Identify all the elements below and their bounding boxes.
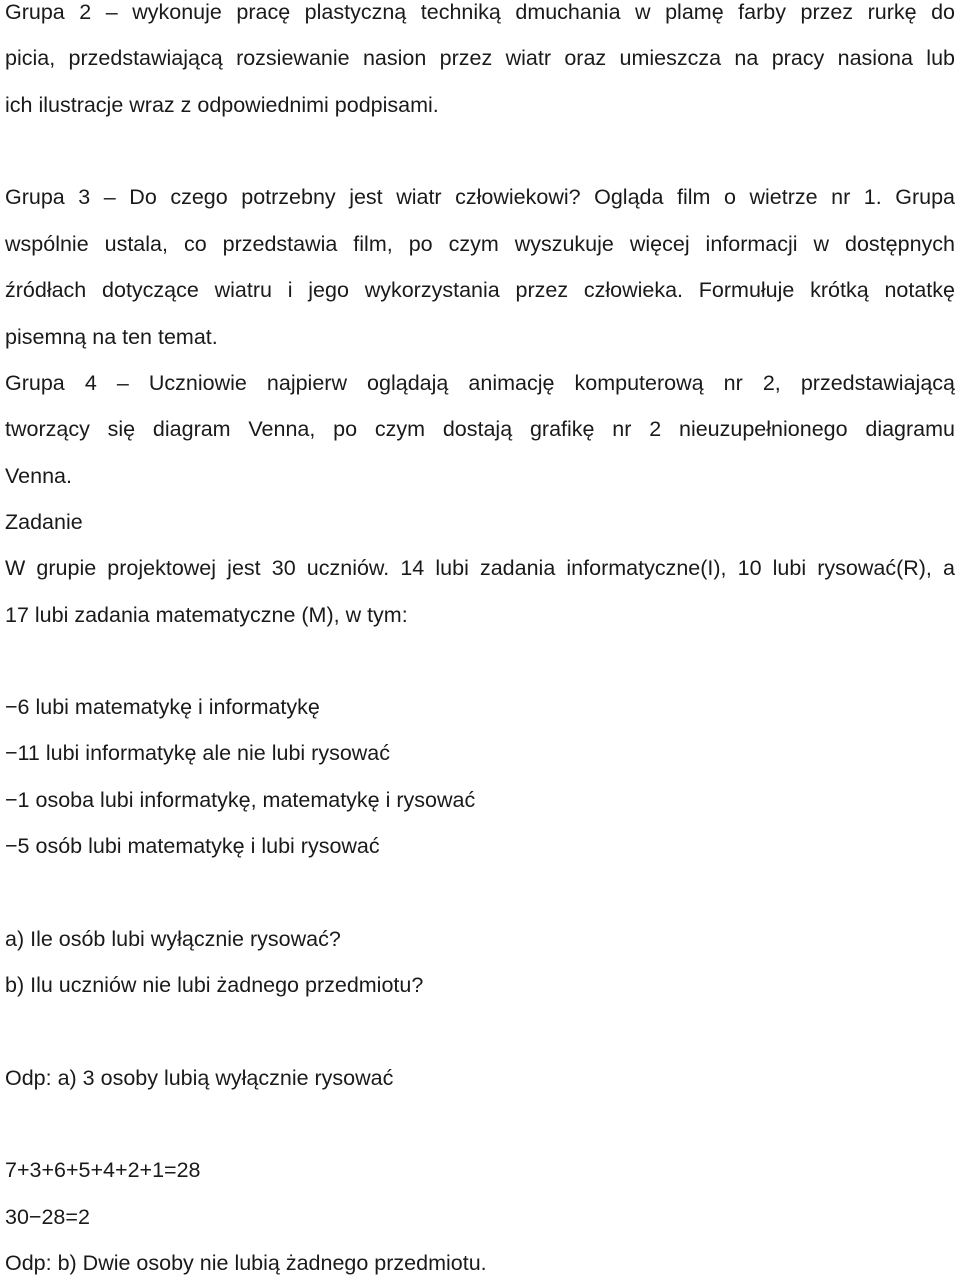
condition-item-4: −5 osób lubi matematykę i lubi rysować (5, 834, 380, 858)
grupa2-line-2: picia, przedstawiającą rozsiewanie nasion przez wiatr oraz umieszcza na pracy nasiona lub (5, 46, 955, 70)
grupa2-line-1: Grupa 2 – wykonuje pracę plastyczną techniką dmuchania w plamę farby przez rurkę do (5, 0, 955, 24)
grupa2-line-3: ich ilustracje wraz z odpowiednimi podpisami. (5, 93, 439, 117)
condition-item-1: −6 lubi matematykę i informatykę (5, 695, 320, 719)
calculation-line-2: 30−28=2 (5, 1205, 90, 1229)
question-b: b) Ilu uczniów nie lubi żadnego przedmiotu? (5, 973, 424, 997)
question-a: a) Ile osób lubi wyłącznie rysować? (5, 927, 341, 951)
grupa3-line-3: źródłach dotyczące wiatru i jego wykorzystania przez człowieka. Formułuje krótką notatkę (5, 278, 955, 302)
grupa4-line-2: tworzący się diagram Venna, po czym dostają grafikę nr 2 nieuzupełnionego diagramu (5, 417, 955, 441)
grupa4-line-3: Venna. (5, 464, 72, 488)
answer-b: Odp: b) Dwie osoby nie lubią żadnego przedmiotu. (5, 1251, 487, 1275)
answer-a: Odp: a) 3 osoby lubią wyłącznie rysować (5, 1066, 394, 1090)
zadanie-title: Zadanie (5, 510, 83, 534)
grupa3-line-2: wspólnie ustala, co przedstawia film, po czym wyszukuje więcej informacji w dostępnych (5, 232, 955, 256)
zadanie-line-2: 17 lubi zadania matematyczne (M), w tym: (5, 603, 408, 627)
condition-item-3: −1 osoba lubi informatykę, matematykę i rysować (5, 788, 476, 812)
zadanie-line-1: W grupie projektowej jest 30 uczniów. 14 lubi zadania informatyczne(I), 10 lubi rysować(R), a (5, 556, 955, 580)
grupa4-line-1: Grupa 4 – Uczniowie najpierw oglądają animację komputerową nr 2, przedstawiającą (5, 371, 955, 395)
grupa3-line-4: pisemną na ten temat. (5, 325, 218, 349)
grupa3-line-1: Grupa 3 – Do czego potrzebny jest wiatr człowiekowi? Ogląda film o wietrze nr 1. Grupa (5, 185, 955, 209)
calculation-line-1: 7+3+6+5+4+2+1=28 (5, 1158, 201, 1182)
condition-item-2: −11 lubi informatykę ale nie lubi rysować (5, 741, 391, 765)
